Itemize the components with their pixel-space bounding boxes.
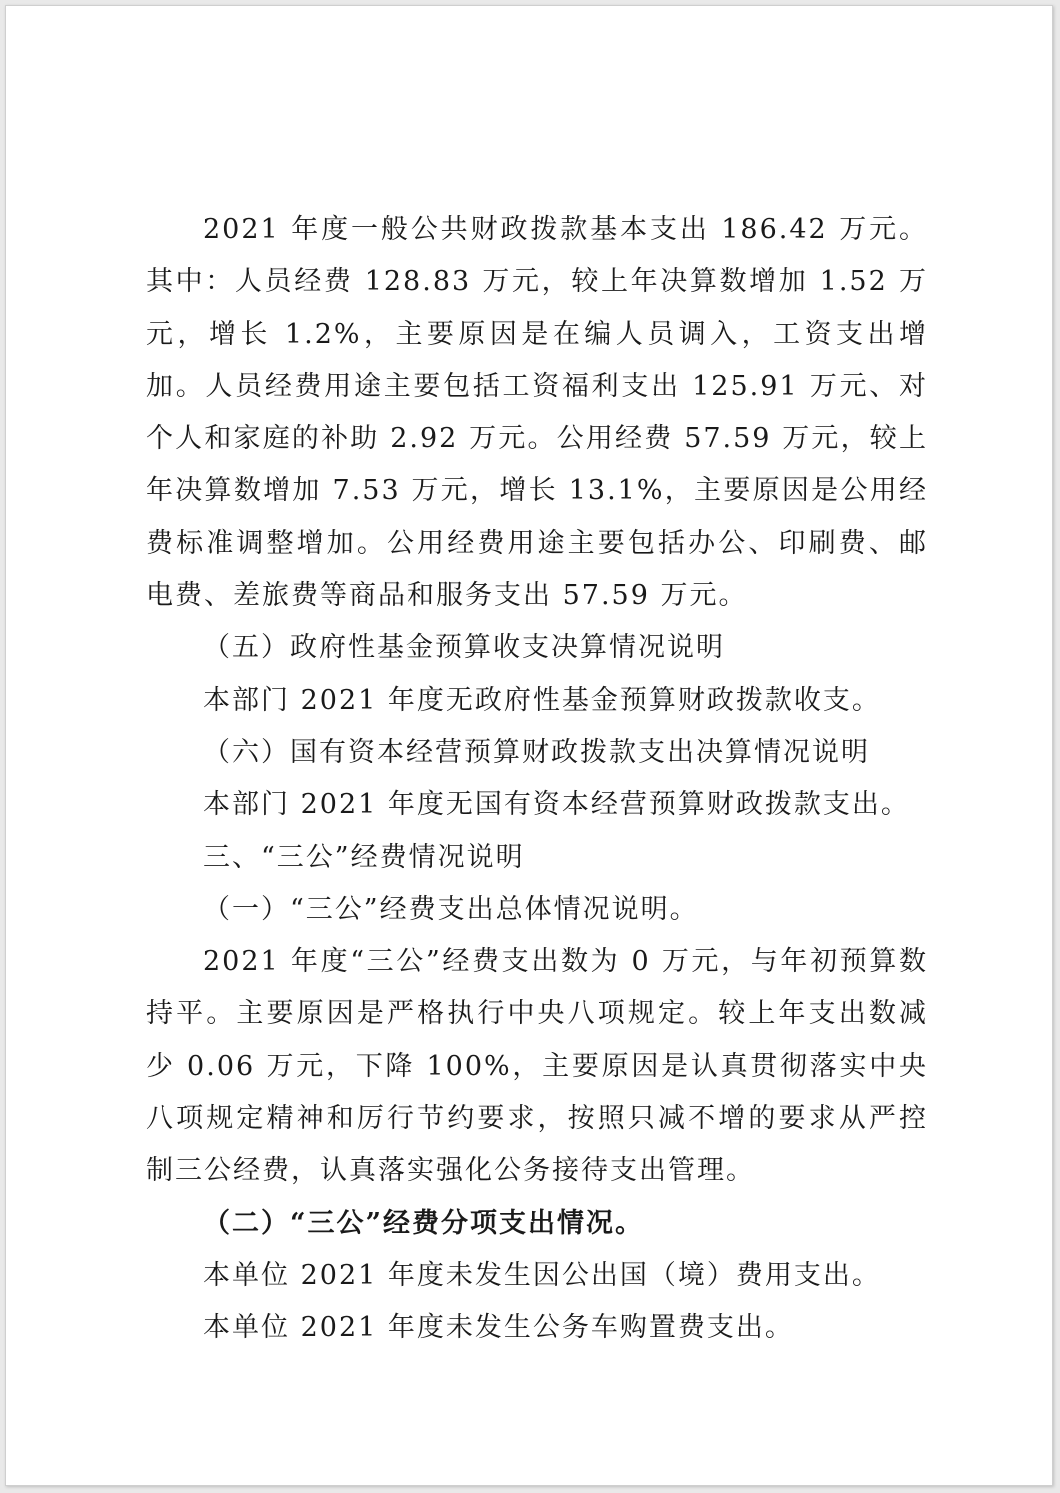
heading-state-capital: （六）国有资本经营预算财政拨款支出决算情况说明 (203, 736, 870, 768)
heading-government-fund: （五）政府性基金预算收支决算情况说明 (203, 632, 725, 664)
heading-three-public: 三、“三公”经费情况说明 (203, 841, 525, 873)
paragraph-three-public-overall: 2021 年度“三公”经费支出数为 0 万元，与年初预算数持平。主要原因是严格执行中央八项规定。较上年支出数减少 0.06 万元，下降 100%，主要原因是认真贯彻落实中央八项规定精神和厉行节约要求，按照只减不增的要求从严控制三公经费，认真落实强化公务接待支出管理。 (146, 946, 928, 1187)
heading-three-public-overall: （一）“三公”经费支出总体情况说明。 (203, 893, 699, 925)
heading-three-public-itemized: （二）“三公”经费分项支出情况。 (203, 1207, 645, 1239)
paragraph-overseas-travel: 本单位 2021 年度未发生因公出国（境）费用支出。 (203, 1259, 881, 1291)
paragraph-vehicle-purchase: 本单位 2021 年度未发生公务车购置费支出。 (203, 1312, 794, 1344)
paragraph-state-capital: 本部门 2021 年度无国有资本经营预算财政拨款支出。 (203, 789, 910, 821)
document-page (5, 5, 1053, 1486)
paragraph-basic-expenditure: 2021 年度一般公共财政拨款基本支出 186.42 万元。其中：人员经费 128.83 万元，较上年决算数增加 1.52 万元，增长 1.2%，主要原因是在编人员调入，工资支出增加。人员经费用途主要包括工资福利支出 125.91 万元、对个人和家庭的补助 2.92 万元。公用经费 57.59 万元，较上年决算数增加 7.53 万元，增长 13.1%，主要原因是公用经费标准调整增加。公用经费用途主要包括办公、印刷费、邮电费、差旅费等商品和服务支出 57.59 万元。 (146, 214, 928, 612)
paragraph-government-fund: 本部门 2021 年度无政府性基金预算财政拨款收支。 (203, 684, 881, 716)
document-body (146, 204, 928, 1355)
